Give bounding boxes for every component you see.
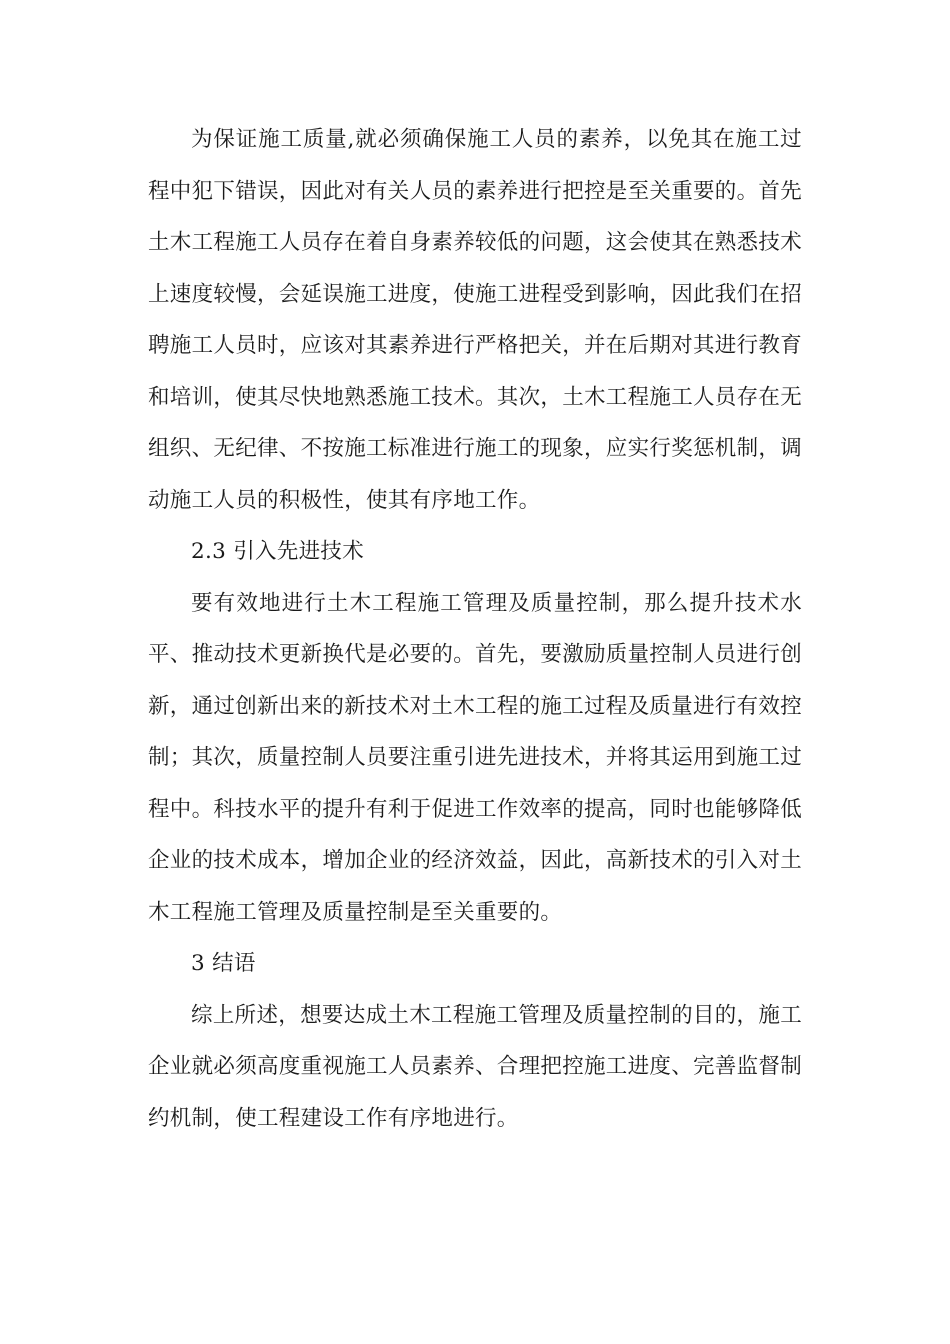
section-heading-3: 3 结语 — [191, 951, 256, 976]
document-page — [148, 114, 802, 1144]
paragraph-conclusion: 综上所述，想要达成土木工程施工管理及质量控制的目的，施工企业就必须高度重视施工人员素养、合理把控施工进度、完善监督制约机制，使工程建设工作有序地进行。 — [148, 1002, 803, 1131]
paragraph-personnel-quality: 为保证施工质量,就必须确保施工人员的素养，以免其在施工过程中犯下错误，因此对有关人员的素养进行把控是至关重要的。首先土木工程施工人员存在着自身素养较低的问题，这会使其在熟悉技术上速度较慢，会延误施工进度，使施工进程受到影响，因此我们在招聘施工人员时，应该对其素养进行严格把关，并在后期对其进行教育和培训，使其尽快地熟悉施工技术。其次，土木工程施工人员存在无组织、无纪律、不按施工标准进行施工的现象，应实行奖惩机制，调动施工人员的积极性，使其有序地工作。 — [148, 127, 803, 513]
section-heading-2-3: 2.3 引入先进技术 — [191, 539, 365, 564]
paragraph-advanced-technology: 要有效地进行土木工程施工管理及质量控制，那么提升技术水平、推动技术更新换代是必要的。首先，要激励质量控制人员进行创新，通过创新出来的新技术对土木工程的施工过程及质量进行有效控制；其次，质量控制人员要注重引进先进技术，并将其运用到施工过程中。科技水平的提升有利于促进工作效率的提高，同时也能够降低企业的技术成本，增加企业的经济效益，因此，高新技术的引入对土木工程施工管理及质量控制是至关重要的。 — [148, 590, 803, 925]
